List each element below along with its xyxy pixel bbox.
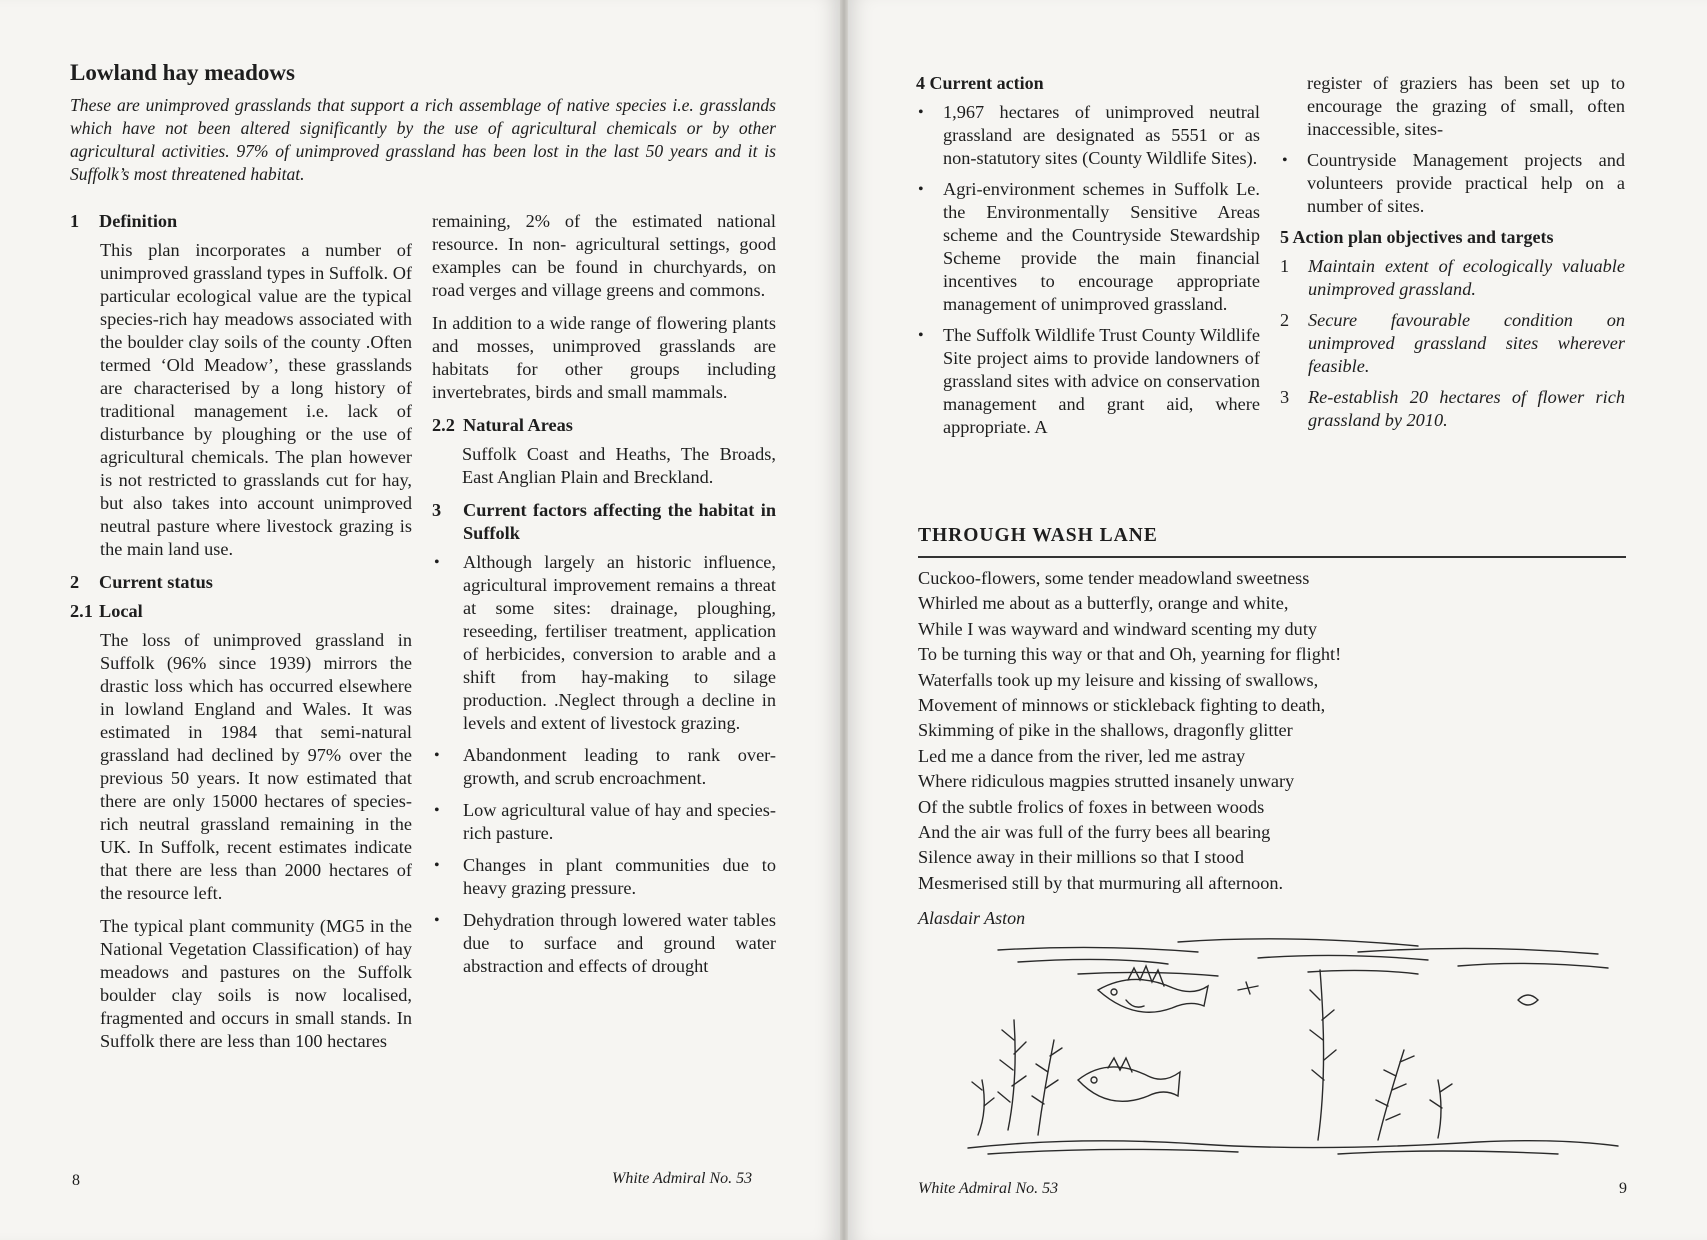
section-heading-current-factors: 3 Current factors affecting the habitat in Suffolk bbox=[432, 500, 776, 543]
poem-line: Skimming of pike in the shallows, dragonfly glitter bbox=[918, 720, 1293, 741]
article-intro: These are unimproved grasslands that support a rich assemblage of native species i.e. grasslands which have not been altered significantly by the use of agricultural chemicals or by other agricultural activities. 97% of unimproved grassland has been lost in the last 50 years and it is Suffolk’s most threatened habitat. bbox=[70, 95, 776, 184]
poem-body bbox=[918, 566, 1626, 896]
left-column-a bbox=[70, 210, 412, 1063]
article-title: Lowland hay meadows bbox=[70, 60, 295, 85]
current-factors-list bbox=[432, 551, 776, 978]
section-heading-natural-areas: 2.2 Natural Areas bbox=[432, 415, 573, 435]
list-item: • Abandonment leading to rank over-growth, and scrub encroachment. bbox=[432, 744, 776, 790]
local-paragraph-3: In addition to a wide range of flowering plants and mosses, unimproved grasslands are habitats for other groups including invertebrates, birds and small mammals. bbox=[432, 313, 776, 402]
folio-left: White Admiral No. 53 bbox=[612, 1170, 753, 1187]
right-page bbox=[848, 0, 1707, 1240]
local-paragraph-2: The typical plant community (MG5 in the National Vegetation Classification) of hay meadows and pastures on the Suffolk boulder clay soils is now localised, fragmented and occurs in small stands. In Suffolk there are less than 100 hectares bbox=[100, 916, 412, 1051]
current-action-list bbox=[916, 101, 1260, 439]
poem-title: THROUGH WASH LANE bbox=[918, 525, 1158, 546]
poem-line: Where ridiculous magpies strutted insanely unwary bbox=[918, 771, 1295, 792]
right-column-b bbox=[1280, 72, 1625, 440]
poem-line: Of the subtle frolics of foxes in between woods bbox=[918, 796, 1265, 817]
list-item: • Dehydration through lowered water tables due to surface and ground water abstraction and effects of drought bbox=[432, 909, 776, 978]
page-number-right: 9 bbox=[1619, 1180, 1627, 1197]
left-column-b bbox=[432, 210, 776, 987]
folio-right: White Admiral No. 53 bbox=[918, 1180, 1059, 1197]
poem-line: Movement of minnows or stickleback fighting to death, bbox=[918, 695, 1326, 716]
poem-line: And the air was full of the furry bees all bearing bbox=[918, 822, 1271, 843]
page-number-left: 8 bbox=[72, 1172, 80, 1189]
objective-item: 3 Re-establish 20 hectares of flower rich grassland by 2010. bbox=[1280, 387, 1625, 430]
objective-item: 2 Secure favourable condition on unimproved grassland sites wherever feasible. bbox=[1280, 310, 1625, 376]
poem-title-rule bbox=[918, 556, 1626, 558]
list-item: • The Suffolk Wildlife Trust County Wildlife Site project aims to provide landowners of grassland sites with advice on conservation management and grant aid, where appropriate. A bbox=[916, 324, 1260, 439]
list-item: • Agri-environment schemes in Suffolk Le. the Environmentally Sensitive Areas scheme and the Countryside Stewardship Scheme provide the main financial incentives to encourage appropriate management of unimproved grassland. bbox=[916, 178, 1260, 316]
section-heading-definition: 1 Definition bbox=[70, 211, 178, 231]
natural-areas-paragraph: Suffolk Coast and Heaths, The Broads, East Anglian Plain and Breckland. bbox=[462, 444, 776, 487]
poem-author: Alasdair Aston bbox=[918, 908, 1026, 928]
list-item: • Changes in plant communities due to heavy grazing pressure. bbox=[432, 854, 776, 900]
poem-line: While I was wayward and windward scenting my duty bbox=[918, 618, 1318, 639]
poem-line: Waterfalls took up my leisure and kissing of swallows, bbox=[918, 669, 1319, 690]
section-heading-current-action: 4 Current action bbox=[916, 73, 1044, 93]
left-page bbox=[0, 0, 840, 1240]
poem-line: Mesmerised still by that murmuring all afternoon. bbox=[918, 872, 1284, 893]
section-heading-current-status: 2 Current status bbox=[70, 572, 213, 592]
poem-line: Silence away in their millions so that I stood bbox=[918, 847, 1244, 868]
poem-line: Led me a dance from the river, led me astray bbox=[918, 745, 1246, 766]
poem-line: Whirled me about as a butterfly, orange and white, bbox=[918, 593, 1289, 614]
section-heading-objectives: 5 Action plan objectives and targets bbox=[1280, 227, 1554, 247]
current-action-list-continued bbox=[1280, 149, 1625, 218]
current-action-continued: register of graziers has been set up to encourage the grazing of small, often inaccessible, sites- bbox=[1307, 73, 1625, 139]
right-column-a bbox=[916, 72, 1260, 447]
definition-paragraph: This plan incorporates a number of unimproved grassland types in Suffolk. Of particular ecological value are the typical species-rich hay meadows associated with the boulder clay soils of the county .Often termed ‘Old Meadow’, these grasslands are characterised by a long history of traditional management i.e. lack of disturbance by ploughing or the use of agricultural chemicals. The plan however is not restricted to grasslands cut for hay, but also takes into account unimproved neutral pasture where livestock grazing is the main land use. bbox=[100, 240, 412, 559]
objective-item: 1 Maintain extent of ecologically valuable unimproved grassland. bbox=[1280, 256, 1625, 299]
section-heading-local: 2.1 Local bbox=[70, 601, 143, 621]
local-paragraph-1: The loss of unimproved grassland in Suffolk (96% since 1939) mirrors the drastic loss which has occurred elsewhere in lowland England and Wales. It was estimated in 1984 that semi-natural grassland had declined by 97% over the previous 50 years. It now estimated that there are only 15000 hectares of species-rich neutral grassland remaining in the UK. In Suffolk, recent estimates indicate that there are less than 2000 hectares of the resource left. bbox=[100, 630, 412, 903]
list-item: • Countryside Management projects and volunteers provide practical help on a number of sites. bbox=[1280, 149, 1625, 218]
local-paragraph-continued: remaining, 2% of the estimated national resource. In non- agricultural settings, good examples can be found in churchyards, on road verges and village greens and commons. bbox=[432, 211, 776, 300]
poem-line: Cuckoo-flowers, some tender meadowland sweetness bbox=[918, 568, 1310, 588]
list-item: • Although largely an historic influence, agricultural improvement remains a threat at some sites: drainage, ploughing, reseeding, fertiliser treatment, application of herbicides, conversion to arable and a shift from hay-making to silage production. .Neglect through a decline in levels and extent of livestock grazing. bbox=[432, 551, 776, 735]
pond-fish-illustration bbox=[958, 930, 1628, 1160]
spine-gutter bbox=[840, 0, 848, 1240]
list-item: • 1,967 hectares of unimproved neutral grassland are designated as 5551 or as non-statutory sites (County Wildlife Sites). bbox=[916, 101, 1260, 170]
poem-line: To be turning this way or that and Oh, yearning for flight! bbox=[918, 644, 1342, 665]
list-item: • Low agricultural value of hay and species-rich pasture. bbox=[432, 799, 776, 845]
